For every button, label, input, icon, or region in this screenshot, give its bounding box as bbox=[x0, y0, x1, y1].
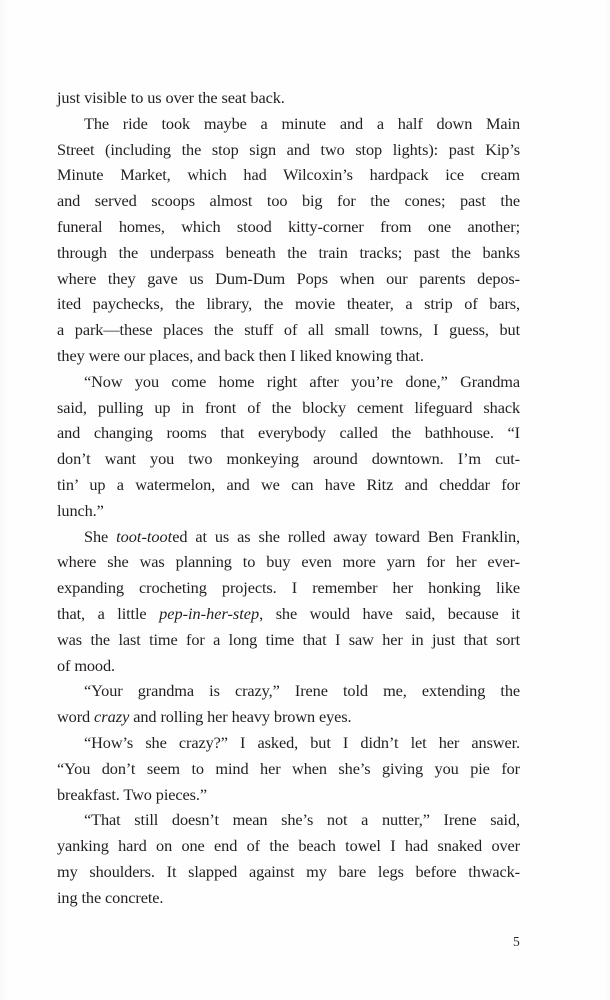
text-line: and served scoops almost too big for the cones; past the bbox=[57, 191, 520, 211]
paragraph bbox=[57, 807, 520, 910]
text-line: ing the concrete. bbox=[57, 887, 164, 907]
text-line: where they gave us Dum-Dum Pops when our parents depos- bbox=[57, 268, 520, 288]
text-line: funeral homes, which stood kitty-corner from one another; bbox=[57, 216, 520, 236]
italic-text: pep-in-her-step bbox=[159, 603, 260, 623]
text-line: just visible to us over the seat back. bbox=[57, 88, 285, 107]
text-line: “That still doesn’t mean she’s not a nutter,” Irene said, bbox=[84, 810, 520, 830]
text-line: Minute Market, which had Wilcoxin’s hardpack ice cream bbox=[57, 165, 520, 185]
italic-text: crazy bbox=[94, 707, 130, 727]
page-number: 5 bbox=[512, 934, 520, 949]
text-line: was the last time for a long time that I saw her in just that sort bbox=[57, 629, 520, 649]
text-line: don’t want you two monkeying around downtown. I’m cut- bbox=[57, 449, 520, 469]
text-line: through the underpass beneath the train tracks; past the banks bbox=[57, 242, 520, 262]
italic-text: toot-toot bbox=[116, 526, 173, 546]
text-line: lunch.” bbox=[57, 500, 104, 520]
text-line: Street (including the stop sign and two stop lights): past Kip’s bbox=[57, 139, 520, 159]
text-line: “How’s she crazy?” I asked, but I didn’t let her answer. bbox=[84, 732, 520, 752]
paragraph bbox=[57, 369, 520, 524]
text-line: a park—these places the stuff of all small towns, I guess, but bbox=[57, 320, 520, 340]
paragraph bbox=[57, 111, 520, 369]
text-line: “Now you come home right after you’re done,” Grandma bbox=[84, 371, 520, 391]
paragraph bbox=[57, 524, 520, 679]
text-line: “Your grandma is crazy,” Irene told me, extending the bbox=[84, 681, 520, 701]
text-line: word crazy and rolling her heavy brown eyes. bbox=[57, 707, 352, 727]
text-line: and changing rooms that everybody called the bathhouse. “I bbox=[57, 423, 520, 443]
text-line: ited paychecks, the library, the movie theater, a strip of bars, bbox=[57, 294, 520, 314]
text-block bbox=[57, 85, 520, 911]
text-line: “You don’t seem to mind her when she’s giving you pie for bbox=[57, 758, 520, 778]
text-line: breakfast. Two pieces.” bbox=[57, 784, 207, 804]
text-line: of mood. bbox=[57, 655, 115, 675]
paragraph bbox=[57, 730, 520, 807]
paragraph bbox=[57, 85, 520, 111]
text-line: where she was planning to buy even more yarn for her ever- bbox=[57, 552, 520, 572]
text-line: that, a little pep-in-her-step, she would have said, because it bbox=[57, 603, 520, 623]
text-line: yanking hard on one end of the beach towel I had snaked over bbox=[57, 836, 520, 856]
text-line: my shoulders. It slapped against my bare legs before thwack- bbox=[57, 861, 520, 881]
paragraph bbox=[57, 678, 520, 730]
text-line: expanding crocheting projects. I remember her honking like bbox=[57, 578, 520, 598]
text-line: The ride took maybe a minute and a half down Main bbox=[84, 113, 520, 133]
text-line: tin’ up a watermelon, and we can have Ritz and cheddar for bbox=[57, 474, 520, 494]
text-line: She toot-tooted at us as she rolled away toward Ben Franklin, bbox=[84, 526, 520, 546]
text-line: they were our places, and back then I liked knowing that. bbox=[57, 345, 424, 365]
text-line: said, pulling up in front of the blocky cement lifeguard shack bbox=[57, 397, 520, 417]
